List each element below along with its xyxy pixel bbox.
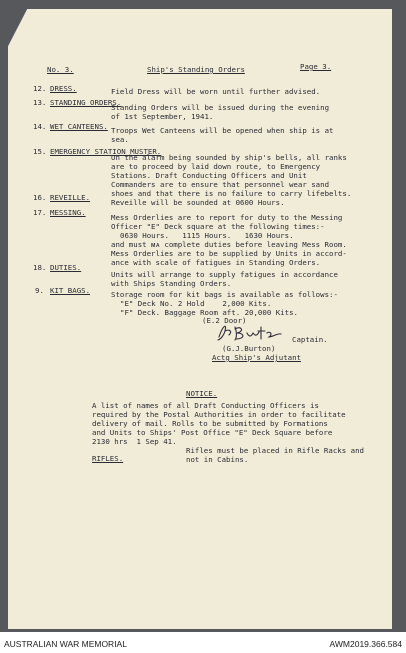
footer-institution: AUSTRALIAN WAR MEMORIAL (4, 639, 127, 649)
signatory-name: (G.J.Burton) (222, 344, 276, 353)
notice-heading: NOTICE. (186, 389, 218, 398)
notice-text-line: delivery of mail. Rolls to be submitted by Formations (92, 419, 328, 428)
item-number: 13. (33, 98, 47, 107)
order-number: No. 3. (47, 65, 74, 74)
signatory-role: Captain. (292, 335, 328, 344)
item-text-line: Standing Orders will be issued during the evening (111, 103, 330, 112)
item-text-line: ance with scale of fatigues in Standing Orders. (111, 258, 321, 267)
signatory-title: Actg Ship's Adjutant (212, 353, 301, 362)
footer-bar (0, 635, 406, 653)
item-heading: EMERGENCY STATION MUSTER. (50, 147, 162, 156)
footer-accession-number: AWM2019.366.584 (329, 639, 402, 649)
item-number: 16. (33, 193, 47, 202)
item-heading: KIT BAGS. (50, 286, 91, 295)
item-heading: WET CANTEENS. (50, 122, 108, 131)
page-number: Page 3. (300, 62, 332, 71)
item-text-line: sea. (111, 135, 129, 144)
item-text-line: are to proceed by laid down route, to Emergency (111, 162, 321, 171)
rifles-heading: RIFLES. (92, 454, 124, 463)
item-text-line: Field Dress will be worn until further advised. (111, 87, 321, 96)
handwritten-signature (215, 321, 285, 343)
item-text-line: Stations. Draft Conducting Officers and Unit (111, 171, 307, 180)
item-text-line: Units will arrange to supply fatigues in accordance (111, 270, 338, 279)
notice-text-line: 2130 hrs 1 Sep 41. (92, 437, 177, 446)
notice-text-line: A list of names of all Draft Conducting Officers is (92, 401, 319, 410)
item-text-line: (E.2 Door) (202, 316, 247, 325)
item-text-line: Mess Orderlies are to report for duty to the Messing (111, 213, 343, 222)
item-text-line: On the alarm being sounded by ship's bells, all ranks (111, 153, 347, 162)
item-number: 9. (35, 286, 44, 295)
notice-text-line: required by the Postal Authorities in order to facilitate (92, 410, 346, 419)
item-text-line: "F" Deck. Baggage Room aft. 20,000 Kits. (120, 308, 298, 317)
notice-text-line: and Units to Ships' Post Office "E" Deck Square before (92, 428, 333, 437)
item-text-line: Reveille will be sounded at 0600 Hours. (111, 198, 285, 207)
item-heading: DRESS. (50, 84, 77, 93)
item-number: 18. (33, 263, 47, 272)
item-number: 14. (33, 122, 47, 131)
item-number: 12. (33, 84, 47, 93)
item-heading: STANDING ORDERS. (50, 98, 122, 107)
item-text-line: 0630 Hours. 1115 Hours. 1630 Hours. (120, 231, 294, 240)
item-text-line: Mess Orderlies are to be supplied by Units in accord- (111, 249, 347, 258)
item-text-line: Storage room for kit bags is available as follows:- (111, 290, 338, 299)
item-text-line: of 1st September, 1941. (111, 112, 214, 121)
rifles-text-line: Rifles must be placed in Rifle Racks and (186, 446, 364, 455)
item-text-line: shoes and that there is no failure to carry lifebelts. (111, 189, 352, 198)
item-heading: REVEILLE. (50, 193, 91, 202)
item-text-line: with Ships Standing Orders. (111, 279, 232, 288)
rifles-text-line: not in Cabins. (186, 455, 249, 464)
item-text-line: Troops Wet Canteens will be opened when ship is at (111, 126, 334, 135)
item-number: 17. (33, 208, 47, 217)
item-text-line: and must ᴍᴀ complete duties before leaving Mess Room. (111, 240, 347, 249)
document-title: Ship's Standing Orders (147, 65, 245, 74)
item-text-line: "E" Deck No. 2 Hold 2,000 Kits. (120, 299, 272, 308)
item-heading: DUTIES. (50, 263, 82, 272)
item-text-line: Officer "E" Deck square at the following times:- (111, 222, 325, 231)
item-heading: MESSING. (50, 208, 86, 217)
item-text-line: Commanders are to ensure that personnel wear sand (111, 180, 330, 189)
item-number: 15. (33, 147, 47, 156)
